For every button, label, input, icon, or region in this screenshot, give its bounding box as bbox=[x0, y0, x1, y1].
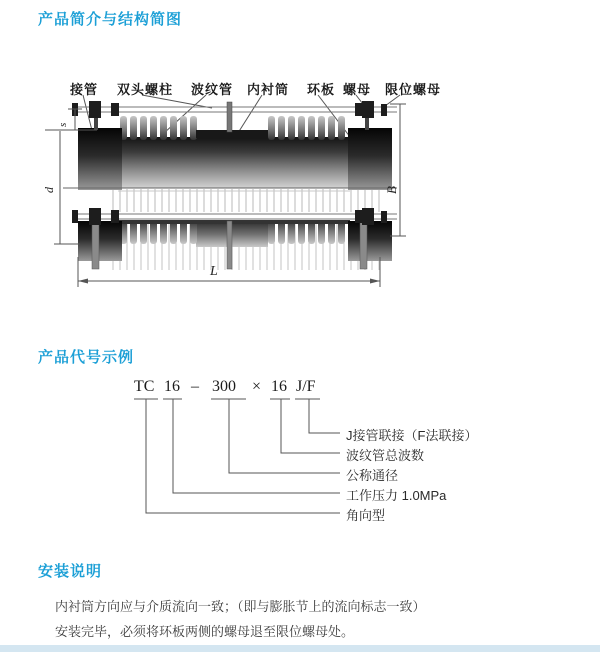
bellows-group-bottom-right bbox=[268, 221, 345, 244]
center-pin-top bbox=[227, 102, 232, 132]
callout-wave-count: 波纹管总波数 bbox=[346, 448, 425, 463]
dim-s-label: s bbox=[57, 122, 69, 127]
code-part-16b: 16 bbox=[271, 378, 287, 395]
callout-connection-type: J接管联接（F法联接） bbox=[346, 428, 478, 443]
pipe-end-bottom-left bbox=[78, 221, 122, 261]
install-note-line1: 内衬筒方向应与介质流向一致；（即与膨胀节上的流向标志一致） bbox=[55, 599, 426, 614]
callout-nominal-diameter: 公称通径 bbox=[346, 468, 399, 483]
section-title-intro: 产品简介与结构简图 bbox=[38, 11, 183, 28]
page-bottom-strip bbox=[0, 645, 600, 652]
label-shuangtou-luozhu: 双头螺柱 bbox=[117, 82, 174, 97]
code-part-dash: – bbox=[191, 378, 199, 395]
dim-l-arrow-left bbox=[78, 279, 88, 284]
section-title-install: 安装说明 bbox=[38, 563, 103, 580]
center-pin-bottom bbox=[227, 221, 232, 269]
shell-band-bottom-edge bbox=[118, 220, 350, 224]
label-huanban: 环板 bbox=[307, 82, 336, 97]
tie-rod-top bbox=[72, 107, 397, 112]
label-bowenguan: 波纹管 bbox=[191, 82, 234, 97]
code-part-300: 300 bbox=[212, 378, 236, 395]
stud-bottom-left bbox=[92, 221, 99, 269]
dim-b-label: B bbox=[384, 186, 399, 194]
bellows-group-top-right bbox=[268, 116, 345, 140]
code-callout-lines bbox=[0, 340, 600, 555]
callout-angular-type: 角向型 bbox=[346, 508, 386, 523]
liner-hatch-top bbox=[113, 189, 379, 212]
bellows-group-top-left bbox=[120, 116, 197, 140]
stud-bottom-right bbox=[360, 221, 367, 269]
dim-d-label: d bbox=[42, 187, 56, 193]
section-title-code: 产品代号示例 bbox=[38, 349, 135, 366]
label-luomu: 螺母 bbox=[343, 82, 372, 97]
pipe-end-top-right bbox=[348, 128, 392, 190]
tie-rod-bottom bbox=[72, 214, 397, 219]
label-neichentong: 内衬筒 bbox=[247, 82, 290, 97]
code-part-times: × bbox=[252, 378, 262, 395]
dim-l-label: L bbox=[210, 264, 218, 279]
code-part-jf: J/F bbox=[296, 378, 316, 395]
code-part-tc: TC bbox=[134, 378, 155, 395]
code-part-16a: 16 bbox=[164, 378, 180, 395]
pipe-end-bottom-right bbox=[348, 221, 392, 261]
dim-b-lines bbox=[390, 104, 406, 236]
pipe-end-top-left bbox=[78, 128, 122, 190]
shell-band-top bbox=[118, 137, 350, 188]
code-callout-lines-wrap bbox=[0, 340, 600, 555]
dim-l-arrow-right bbox=[370, 279, 380, 284]
bellows-group-bottom-left bbox=[120, 221, 197, 244]
label-xianwei-luomu: 限位螺母 bbox=[385, 82, 442, 97]
install-note-line2: 安装完毕，必须将环板两侧的螺母退至限位螺母处。 bbox=[55, 624, 355, 639]
label-jieguan: 接管 bbox=[70, 82, 99, 97]
callout-working-pressure: 工作压力 1.0MPa bbox=[346, 488, 447, 503]
